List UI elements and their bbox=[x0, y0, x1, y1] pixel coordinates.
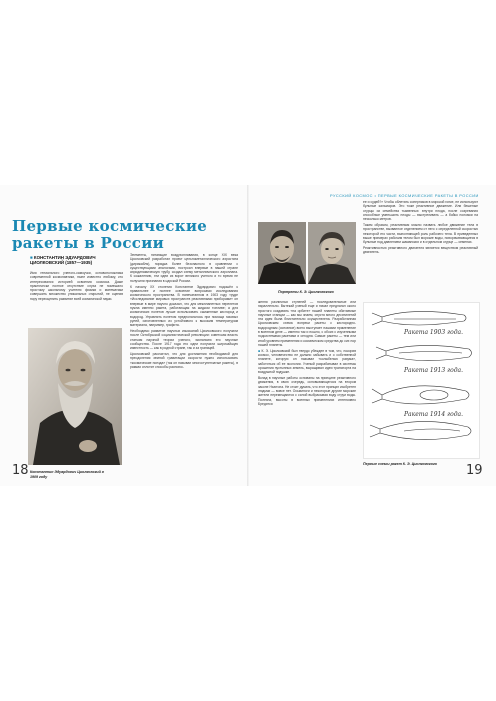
portrait-young bbox=[258, 222, 306, 284]
page-number-right: 19 bbox=[466, 463, 483, 478]
portrait-photo bbox=[28, 328, 122, 465]
sketch-label-1914: Ракета 1914 года. bbox=[404, 411, 464, 418]
portrait-caption: Портреты К. Э. Циолковского bbox=[278, 290, 334, 294]
section-heading: ■ КОНСТАНТИН ЭДУАРДОВИЧ ЦИОЛКОВСКИЙ (1857—1935) bbox=[30, 255, 96, 266]
page-number-left: 18 bbox=[12, 463, 29, 478]
sketch-label-1903: Ракета 1903 года. bbox=[404, 329, 464, 336]
right-sketch-caption: Первые схемы ракет К. Э. Циолковского bbox=[363, 462, 437, 466]
portrait-child bbox=[308, 222, 356, 284]
page-title bbox=[12, 218, 207, 252]
sketch-label-1913: Ракета 1913 года. bbox=[404, 367, 464, 374]
running-head: РУССКИЙ КОСМОС • ПЕРВЫЕ КОСМИЧЕСКИЕ РАКЕТЫ В РОССИИ bbox=[330, 193, 479, 198]
portrait-child-image bbox=[308, 222, 356, 284]
portrait-young-image bbox=[258, 222, 306, 284]
rocket-sketches-drawing bbox=[364, 303, 479, 458]
left-photo-caption: Константин Эдуардович Циолковский в 1909 году bbox=[30, 470, 104, 479]
left-column-2: Элементы, питающие воздухоплавания, в конце XIX века Циолковский разработал проект цельнометаллического аэростата (дирижабля), порядка более безопасного в сравнении с существующими аналогами, построил впервые в нашей стране аэродинамическую трубу, создал схему металлического аэроплана. К сожалению, эти идеи из ворот великого ученого и то время не получили признания в царской России. К началу XX столетия Константин Эдуардович подошёл к правильнее и полнее освоение вопросами исследования космического пространства. В напечатанном в 1903 году труде «Исследование мировых пространств реактивными приборами» он впервые в мире научно доказал, что для межпланетных перелетов нужна именно ракета, работающая на жидком топливе; а для космических полетов лучше использовать сжиженные кислород и водород. Управлять полетом предполагалось при помощи газовых рулей, изготовленных из устойчивого к высоким температурам материала, например, графита. Необходимо развитие научных изысканий Циолковского получили после Октябрьской социалистической революции: советская власть статьям научной теории ученого, экспансию его научные сообщества. После 1917 года его идеи получили широчайшую известность — как в родной стране, так и за границей. Циолковский рассчитал, что для достижения необходимой для преодоления земной гравитации скорости нужно использовать «космические поезда» (так он называл многоступенчатые ракеты), в рамках сплотит способы распоюо- bbox=[130, 253, 238, 369]
intro-text: Имя гениального ученого-самоучки, основоположника современной космонавтики, ныне известно любому, кто интересовался историей освоения космоса. Даже практически полное отсутствие слуха не помешало простому школьному учителю физики и математики совершить множество уникальных открытий, не оценив пору переоценить развитие всей космической науки. bbox=[30, 271, 123, 301]
square-bullet-icon: ■ bbox=[258, 348, 261, 353]
square-bullet-icon: ■ bbox=[30, 255, 33, 260]
portrait-image bbox=[28, 328, 122, 465]
title-line-2: ракеты в России bbox=[12, 234, 165, 252]
right-column-2: ее и судей?» Чтобы облетать соперников в морской гонке, не используют бульные кальмаров. Это тоже реактивное движение. Или бешеные огурцы из семейства тыквенных: внутри плода, после созревания способные уменьшить плоды — выстреливать — а бойко поломки на несколько метров. Таким образом, реактивным можно назвать любое движение тела в пространстве, вызванное отделением от него с определенной скоростью некоторой его части, выполняющей роль рабочего тела. В приведенных выше примерах рабочим телом был морские воды, поворачивающиеся в бульные под давлением шаманских и в отдельном огурце — семенах. Реактивностью реактивного двигателя является веществом реактивный двигатель. bbox=[363, 200, 478, 255]
book-gutter bbox=[247, 185, 249, 486]
right-column-1: ження различных ступеней — последовательные или параллельно. Вытекай ученый еще и начал предлагал около простого создавать «на орбите» нашей планеты обитаемые научные станции — как мы знаем, спустя много десятилетий эта идея была блистательно осуществлена. Разработанная Циолковским схема вопреки ракеты с кислородно-водородным (основное) всего выступает нашими применение в военном деле — именно так и пошло, с обоих с изученными подсистемами ракетами и сегодня. Самые ракеты — тем или иной уровнем применения и космическом средства до сих пор нашей планеты. ■ К. Э. Циолковский был твердо убежден в том, что, покорив космос, человечество не должно забывать и о собственной планете, которую он называл «колыбелью разума», заботиться об ее экологии. Ученый разрабатывал в системы орошения пустынных земель, выращивал идеи транспорта на воздушной подушке. Вклад в научные работы основаны на принципе реактивного движения, в свою очередь, основывающегося на втором законе Ньютона. Не стоит думать, что этот принцип изобретен людьми — вовсе нет. Осьминоги и некоторые другие морские жители перемещаются с силой выбрасывая воду струи воды. Полезна, высоты в военных применениях интенсивно Бредятся bbox=[258, 300, 356, 406]
title-line-1: Первые космические bbox=[12, 217, 208, 235]
rocket-sketches bbox=[363, 302, 480, 459]
